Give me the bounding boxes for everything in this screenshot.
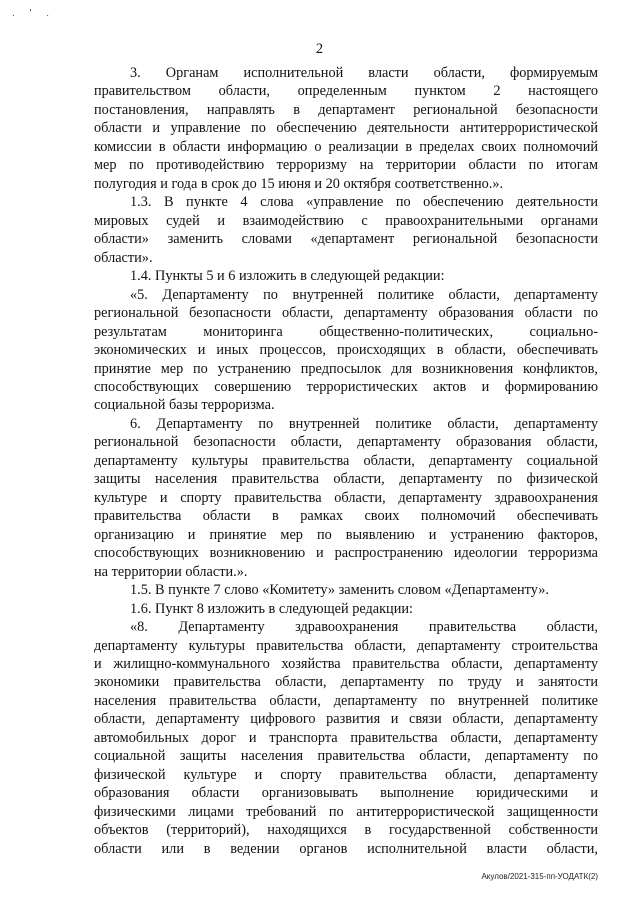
text-line: региональной безопасности области, департаменту образования области, bbox=[94, 434, 598, 451]
text-line: правительства области в рамках своих полномочий обеспечивать bbox=[94, 508, 598, 525]
page-number: 2 bbox=[315, 41, 324, 57]
text-line: результатам мониторинга общественно-политических, социально- bbox=[94, 323, 598, 340]
text-line: способствующих возникновению и распространению идеологии терроризма bbox=[94, 545, 598, 562]
document-footer-code: Акулов/2021-315-пп-УОДАТК(2) bbox=[481, 872, 598, 881]
text-line: экономических и иных процессов, происходящих в области, обеспечивать bbox=[94, 342, 598, 359]
text-line: принятие мер по устранению предпосылок для возникновения конфликтов, bbox=[94, 360, 598, 377]
text-line: области» заменить словами «департамент региональной безопасности bbox=[94, 231, 598, 248]
text-line: экономики правительства области, департаменту по труду и занятости bbox=[94, 674, 598, 691]
text-line: департаменту культуры правительства области, департаменту социальной bbox=[94, 452, 598, 469]
text-line: и жилищно-коммунального хозяйства правительства области, департаменту bbox=[94, 656, 598, 672]
text-line: способствующих совершению террористических актов и формированию bbox=[94, 378, 598, 395]
text-line: 3. Органам исполнительной власти области, формируемым bbox=[130, 65, 598, 81]
text-line: 6. Департаменту по внутренней политике области, департаменту bbox=[130, 415, 598, 432]
text-line: области, департаменту цифрового развития и связи области, департаменту bbox=[94, 711, 598, 728]
text-line: правительством области, определенным пунктом 2 настоящего bbox=[94, 83, 598, 100]
text-line: полугодия и года в срок до 15 июня и 20 октября соответственно.». bbox=[94, 175, 504, 192]
text-line: области или в ведении органов исполнительной власти области, bbox=[94, 840, 598, 857]
text-line: области и управление по обеспечению деятельности антитеррористической bbox=[94, 120, 598, 137]
text-line: культуре и спорту правительства области, департаменту здравоохранения bbox=[94, 489, 598, 506]
text-line: «8. Департаменту здравоохранения правительства области, bbox=[130, 619, 598, 636]
text-line: социальной защиты населения правительства области, департаменту по bbox=[94, 748, 598, 765]
text-line: 1.4. Пункты 5 и 6 изложить в следующей редакции: bbox=[130, 268, 445, 285]
text-line: региональной безопасности области, департаменту образования области по bbox=[94, 305, 598, 322]
text-line: автомобильных дорог и транспорта правительства области, департаменту bbox=[94, 729, 598, 746]
text-line: мер по противодействию терроризму на территории области по итогам bbox=[94, 157, 598, 174]
text-line: 1.3. В пункте 4 слова «управление по обеспечению деятельности bbox=[130, 194, 598, 211]
text-line: 1.6. Пункт 8 изложить в следующей редакции: bbox=[130, 600, 413, 617]
scan-marks: . ' . bbox=[12, 8, 56, 19]
text-line: области». bbox=[94, 249, 153, 266]
text-line: защиты населения правительства области, департаменту по физической bbox=[94, 471, 598, 488]
text-line: физическими лицами требований по антитеррористической защищенности bbox=[94, 803, 598, 820]
text-line: мировых судей и взаимодействию с правоохранительными органами bbox=[94, 212, 598, 229]
text-line: департаменту культуры правительства области, департаменту строительства bbox=[94, 637, 598, 654]
text-line: образования области организовывать выполнение юридическими и bbox=[94, 785, 598, 802]
text-line: физической культуре и спорту правительства области, департаменту bbox=[94, 766, 598, 783]
text-line: на территории области.». bbox=[94, 563, 248, 580]
text-line: постановления, направлять в департамент региональной безопасности bbox=[94, 101, 598, 118]
text-line: объектов (территорий), находящихся в государственной собственности bbox=[94, 822, 598, 839]
text-line: комиссии в области информацию о реализации в пределах своих полномочий bbox=[94, 138, 598, 155]
text-line: организацию и принятие мер по выявлению и устранению факторов, bbox=[94, 526, 598, 543]
text-line: социальной базы терроризма. bbox=[94, 397, 275, 414]
text-line: 1.5. В пункте 7 слово «Комитету» заменить словом «Департаменту». bbox=[130, 582, 549, 599]
text-line: «5. Департаменту по внутренней политике области, департаменту bbox=[130, 286, 598, 303]
text-line: населения правительства области, департаменту по внутренней политике bbox=[94, 692, 598, 709]
document-body bbox=[94, 64, 598, 858]
